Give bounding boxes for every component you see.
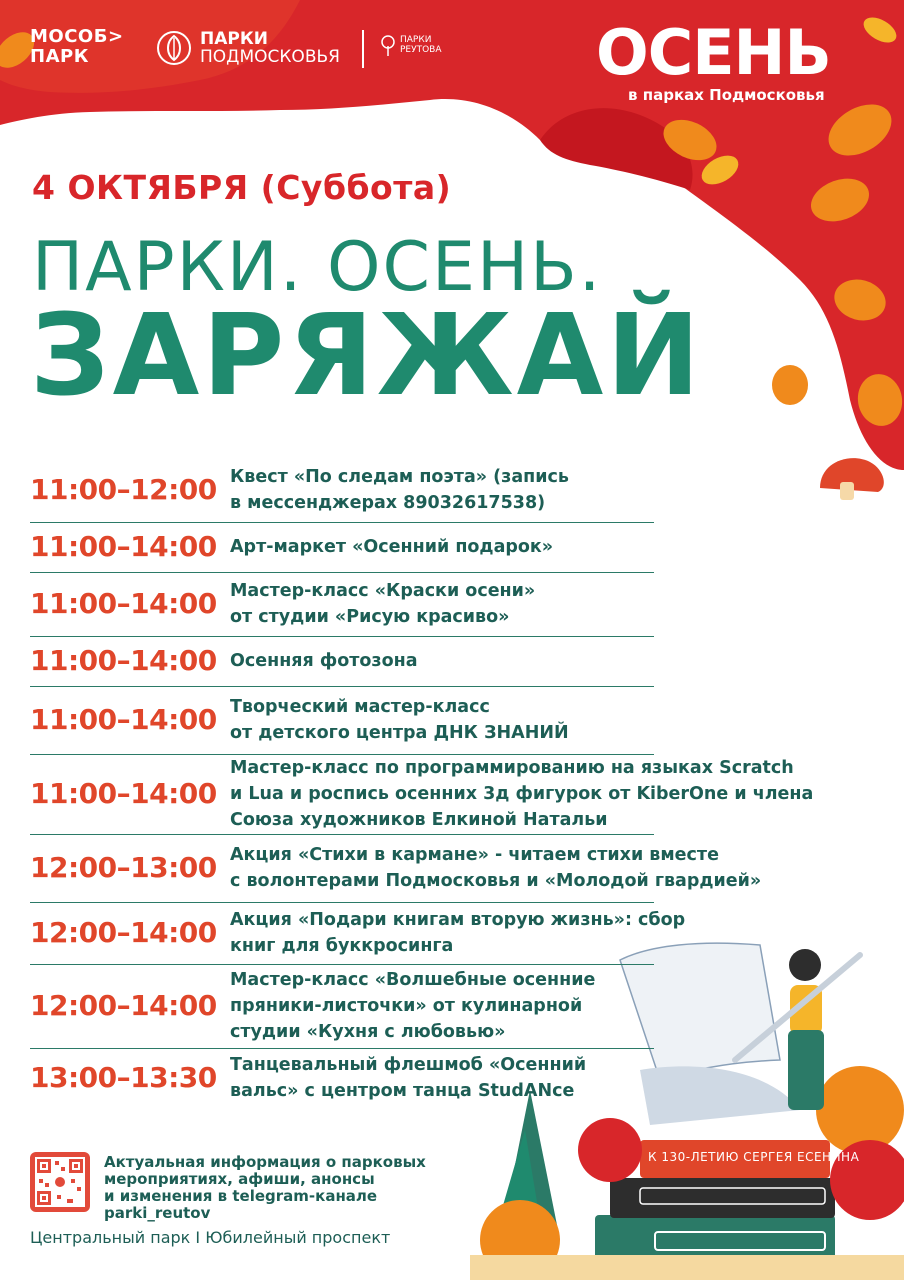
tree-icon [380, 34, 396, 56]
schedule-time: 11:00–14:00 [30, 530, 217, 563]
schedule-time: 12:00–13:00 [30, 851, 217, 884]
schedule-description [230, 842, 810, 894]
qr-pattern-icon [35, 1157, 85, 1207]
title-line-2: ЗАРЯЖАЙ [30, 291, 704, 421]
schedule-description [230, 464, 810, 516]
info-text [104, 1154, 464, 1222]
schedule-description-line: Творческий мастер-класс [230, 697, 490, 717]
schedule-description-line: студии «Кухня с любовью» [230, 1022, 506, 1042]
schedule-time: 11:00–14:00 [30, 703, 217, 736]
schedule-row [30, 834, 762, 903]
schedule-row [30, 686, 654, 755]
title-line-1: ПАРКИ. ОСЕНЬ. [32, 228, 603, 307]
schedule-description-line: Акция «Подари книгам вторую жизнь»: сбор [230, 910, 686, 930]
schedule-description-line: Осенняя фотозона [230, 651, 418, 671]
schedule-description-line: Союза художников Елкиной Натальи [230, 810, 608, 830]
qr-code[interactable] [30, 1152, 90, 1212]
schedule-row [30, 1048, 654, 1108]
schedule-description [230, 534, 810, 560]
mosobpark-logo [30, 27, 124, 67]
schedule-row [30, 522, 654, 573]
schedule-description-line: книг для буккросинга [230, 936, 454, 956]
logo-divider [362, 30, 364, 68]
schedule-row [30, 964, 654, 1049]
osen-title: ОСЕНЬ [596, 16, 831, 89]
parki-reutova-logo [380, 34, 442, 56]
schedule-description-line: пряники-листочки» от кулинарной [230, 996, 583, 1016]
schedule-time: 11:00–14:00 [30, 644, 217, 677]
schedule-time: 13:00–13:30 [30, 1061, 217, 1094]
event-date: 4 ОКТЯБРЯ (Суббота) [32, 168, 452, 207]
schedule-description [230, 907, 810, 959]
info-line-2: мероприятиях, афиши, анонсы [104, 1170, 375, 1188]
info-line-1: Актуальная информация о парковых [104, 1153, 426, 1171]
schedule-row [30, 636, 654, 687]
schedule-description-line: Квест «По следам поэта» (запись [230, 467, 569, 487]
schedule-description [230, 694, 810, 746]
schedule-description [230, 1052, 810, 1104]
schedule-description [230, 967, 810, 1045]
schedule-description-line: Акция «Стихи в кармане» - читаем стихи вместе [230, 845, 719, 865]
parki-line2: ПОДМОСКОВЬЯ [200, 47, 340, 67]
schedule-row [30, 458, 654, 523]
schedule-time: 11:00–14:00 [30, 777, 217, 810]
parki-line1: ПАРКИ [200, 29, 268, 49]
schedule-time: 11:00–12:00 [30, 473, 217, 506]
schedule-description-line: Танцевальный флешмоб «Осенний [230, 1055, 587, 1075]
schedule-description-line: Арт-маркет «Осенний подарок» [230, 537, 554, 557]
schedule-description-line: Мастер-класс по программированию на языках Scratch [230, 758, 794, 778]
schedule-time: 12:00–14:00 [30, 989, 217, 1022]
mosobpark-line2: ПАРК [30, 46, 89, 67]
schedule-time: 11:00–14:00 [30, 587, 217, 620]
schedule-description-line: от детского центра ДНК ЗНАНИЙ [230, 723, 569, 743]
schedule-row [30, 754, 814, 835]
schedule-description-line: Мастер-класс «Волшебные осенние [230, 970, 596, 990]
schedule-description-line: от студии «Рисую красиво» [230, 607, 510, 627]
schedule-row [30, 572, 654, 637]
schedule-description-line: вальс» с центром танца StudANce [230, 1081, 575, 1101]
schedule-description-line: с волонтерами Подмосковья и «Молодой гвардией» [230, 871, 762, 891]
parki-podmoskovya-logo [156, 30, 340, 66]
mosobpark-line1: МОСОБ> [30, 26, 124, 47]
schedule-description-line: Мастер-класс «Краски осени» [230, 581, 536, 601]
osen-subtitle: в парках Подмосковья [628, 86, 825, 104]
schedule-description [230, 755, 814, 833]
schedule-description-line: и Lua и роспись осенних 3д фигурок от KiberOne и члена [230, 784, 814, 804]
address: Центральный парк I Юбилейный проспект [30, 1228, 391, 1247]
schedule-time: 12:00–14:00 [30, 916, 217, 949]
schedule-row [30, 902, 686, 965]
reutov-line1: ПАРКИ [400, 35, 432, 45]
reutov-line2: РЕУТОВА [400, 45, 442, 55]
leaf-circle-icon [156, 30, 192, 66]
book-label: К 130-ЛЕТИЮ СЕРГЕЯ ЕСЕНИНА [648, 1150, 860, 1164]
schedule-description [230, 648, 810, 674]
schedule-description-line: в мессенджерах 89032617538) [230, 493, 546, 513]
info-line-3: и изменения в telegram-канале parki_reutov [104, 1187, 378, 1222]
schedule-description [230, 578, 810, 630]
